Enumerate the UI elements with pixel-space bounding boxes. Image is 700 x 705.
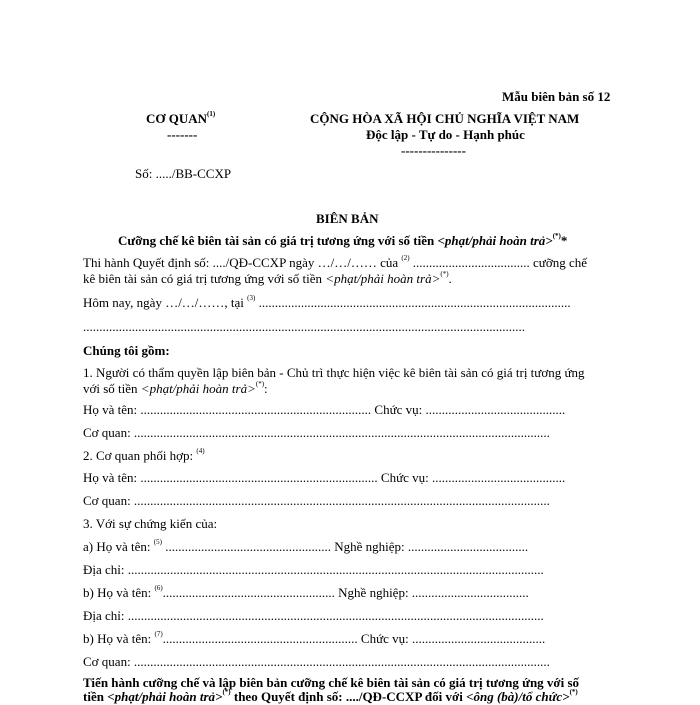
witness-a-address-line: Địa chỉ: ................................................................................................................................ — [83, 562, 544, 577]
motto: Độc lập - Tự do - Hạnh phúc — [366, 127, 525, 142]
nation-title: CỘNG HÒA XÃ HỘI CHỦ NGHĨA VIỆT NAM — [310, 111, 580, 126]
section-1-heading-cont: với số tiền <phạt/phải hoàn trả>(*): — [83, 380, 268, 396]
motto-dashes: --------------- — [401, 143, 466, 158]
section-2-agency-line: Cơ quan: ................................................................................................................................ — [83, 493, 550, 508]
section-3-heading: 3. Với sự chứng kiến của: — [83, 516, 218, 531]
agency-name: CƠ QUAN$^{(1)}$ — [146, 110, 216, 126]
intro-line-1: Thi hành Quyết định số: ..../QĐ-CCXP ngày …/…/…… của $^{(2)}$ .................................... cưỡng chế — [83, 254, 588, 270]
document-number: Số: ...../BB-CCXP — [135, 166, 232, 181]
section-1-name-line: Họ và tên: ....................................................................... Chức vụ: ........................................... — [83, 402, 566, 417]
witness-a-name-line: a) Họ và tên: $^{(5)}$ ................................................... Nghề nghiệp: ..................................... — [83, 538, 529, 554]
form-number: Mẫu biên bản số 12 — [502, 89, 611, 104]
closing-line-1: Tiến hành cưỡng chế và lập biên bản cưỡng chế kê biên tài sản có giá trị tương ứng với số — [83, 675, 580, 690]
document-subtitle: Cưỡng chế kê biên tài sản có giá trị tương ứng với số tiền <phạt/phải hoàn trả>(*)* — [118, 232, 568, 248]
agency-dashes: ------- — [167, 127, 198, 142]
witness-c-name-line: b) Họ và tên: $^{(7)}$............................................................ Chức vụ: ......................................... — [83, 630, 546, 646]
section-2-name-line: Họ và tên: ......................................................................... Chức vụ: ......................................... — [83, 470, 566, 485]
section-1-agency-line: Cơ quan: ................................................................................................................................ — [83, 425, 550, 440]
section-2-heading: 2. Cơ quan phối hợp: $^{(4)}$ — [83, 447, 205, 463]
place-line-1: Hôm nay, ngày …/…/……, tại $^{(3)}$ ................................................................................................ — [83, 294, 571, 310]
place-line-2: ........................................................................................................................................ — [83, 319, 525, 334]
closing-line-2: tiền <phạt/phải hoàn trả>(*) theo Quyết định số: ..../QĐ-CCXP đối với <ông (bà)/tổ chức>(*) — [83, 688, 578, 704]
witness-c-agency-line: Cơ quan: ................................................................................................................................ — [83, 654, 550, 669]
report-body — [83, 254, 615, 704]
intro-line-2: kê biên tài sản có giá trị tương ứng với số tiền <phạt/phải hoàn trả>(*). — [83, 270, 452, 286]
document-title: BIÊN BẢN — [316, 211, 379, 226]
witness-b-address-line: Địa chỉ: ................................................................................................................................ — [83, 608, 544, 623]
witness-b-name-line: b) Họ và tên: $^{(6)}$..................................................... Nghề nghiệp: .................................... — [83, 584, 529, 600]
section-1-heading: 1. Người có thẩm quyền lập biên bản - Chủ trì thực hiện việc kê biên tài sản có giá trị tương ứng — [83, 365, 585, 380]
members-heading: Chúng tôi gồm: — [83, 343, 170, 358]
